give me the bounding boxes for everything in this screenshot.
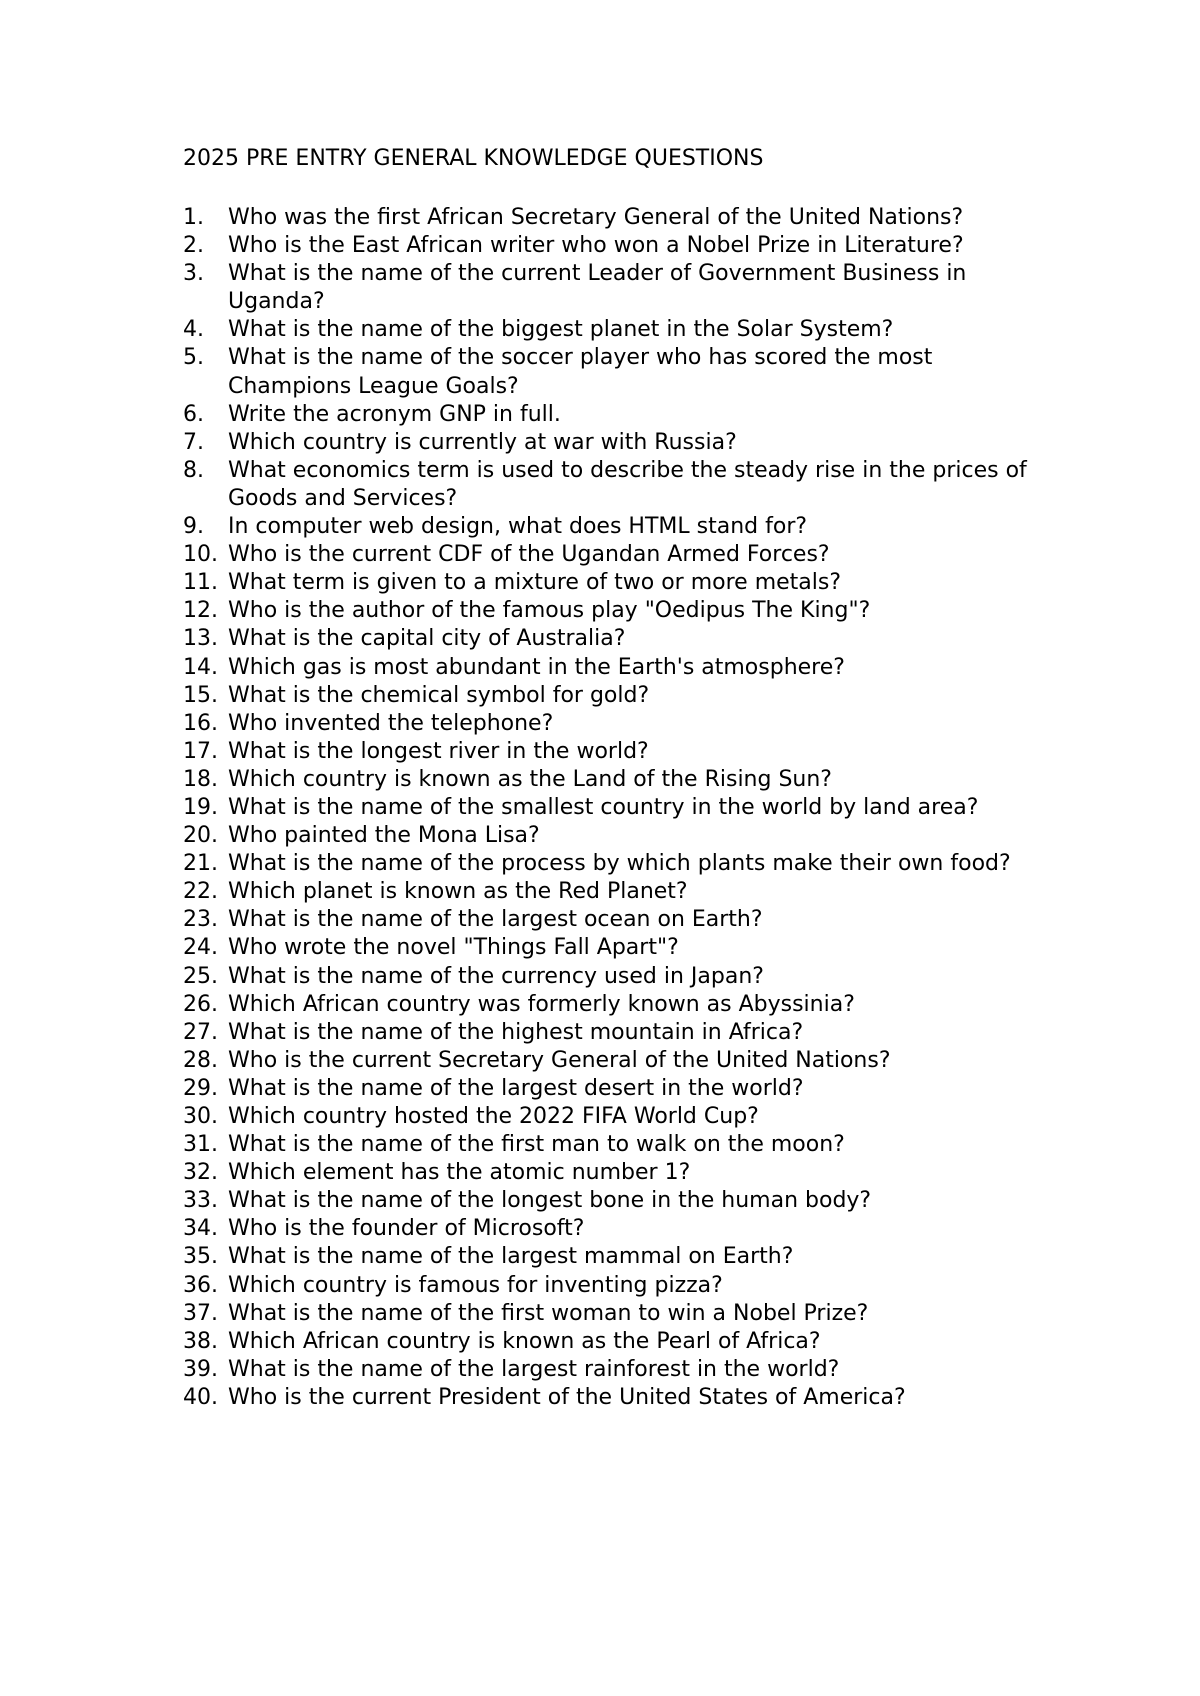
question-item [183, 401, 1043, 429]
question-number: 4. [183, 317, 204, 343]
question-item [183, 822, 1043, 850]
question-item [183, 1272, 1043, 1300]
question-number: 10. [183, 542, 218, 568]
question-item [183, 316, 1043, 344]
question-item [183, 625, 1043, 653]
question-item [183, 710, 1043, 738]
question-number: 17. [183, 738, 218, 764]
question-text: What is the name of the first man to walk on the moon? [228, 1132, 845, 1158]
question-item [183, 569, 1043, 597]
question-item [183, 1356, 1043, 1384]
question-number: 33. [183, 1188, 218, 1214]
question-text: Which element has the atomic number 1? [228, 1160, 691, 1186]
question-number: 7. [183, 429, 204, 455]
question-item [183, 794, 1043, 822]
question-item [183, 1019, 1043, 1047]
question-text: What is the name of the highest mountain in Africa? [228, 1019, 804, 1045]
question-number: 40. [183, 1384, 218, 1410]
question-text: What is the capital city of Australia? [228, 626, 626, 652]
question-item [183, 597, 1043, 625]
question-text: Who is the current President of the United States of America? [228, 1384, 906, 1410]
question-text: Who is the current Secretary General of the United Nations? [228, 1047, 891, 1073]
question-number: 24. [183, 935, 218, 961]
question-text: What is the name of the largest desert in the world? [228, 1075, 804, 1101]
question-number: 30. [183, 1104, 218, 1129]
question-item [183, 1384, 1043, 1412]
question-number: 28. [183, 1047, 218, 1073]
question-item [183, 654, 1043, 682]
question-number: 19. [183, 794, 218, 820]
question-number: 34. [183, 1216, 218, 1242]
question-text: Which planet is known as the Red Planet? [228, 879, 688, 905]
question-number: 15. [183, 682, 218, 708]
question-number: 12. [183, 598, 218, 624]
question-text: What is the name of the largest rainforest in the world? [228, 1356, 840, 1382]
question-number: 18. [183, 766, 218, 792]
question-item [183, 513, 1043, 541]
question-item [183, 260, 1043, 316]
question-item [183, 457, 1043, 513]
question-number: 38. [183, 1328, 218, 1354]
question-item [183, 1187, 1043, 1215]
question-text: What is the name of the largest ocean on Earth? [228, 907, 763, 933]
question-item [183, 934, 1043, 962]
question-text: What is the chemical symbol for gold? [228, 682, 650, 708]
question-item [183, 232, 1043, 260]
question-text: Which country hosted the 2022 FIFA World Cup? [228, 1104, 759, 1129]
question-text: What is the longest river in the world? [228, 738, 649, 764]
question-number: 37. [183, 1300, 218, 1326]
question-text: Who is the East African writer who won a Nobel Prize in Literature? [228, 233, 964, 259]
question-number: 11. [183, 570, 218, 596]
question-item [183, 906, 1043, 934]
question-item [183, 1047, 1043, 1075]
question-item [183, 344, 1043, 400]
question-text: What economics term is used to describe the steady rise in the prices of Goods and Services? [228, 457, 1027, 511]
question-number: 27. [183, 1019, 218, 1045]
question-item [183, 1215, 1043, 1243]
question-text: What is the name of the soccer player who has scored the most Champions League Goals? [228, 345, 933, 399]
question-number: 1. [183, 205, 204, 230]
question-number: 5. [183, 345, 204, 371]
question-text: Who wrote the novel "Things Fall Apart"? [228, 935, 679, 961]
question-item [183, 878, 1043, 906]
question-item [183, 850, 1043, 878]
question-item [183, 1103, 1043, 1131]
question-number: 36. [183, 1272, 218, 1298]
question-text: What term is given to a mixture of two or more metals? [228, 570, 842, 596]
question-text: What is the name of the largest mammal on Earth? [228, 1244, 794, 1270]
question-number: 25. [183, 963, 218, 989]
question-text: Who is the founder of Microsoft? [228, 1216, 585, 1242]
question-text: In computer web design, what does HTML stand for? [228, 514, 808, 540]
question-number: 39. [183, 1356, 218, 1382]
question-number: 29. [183, 1075, 218, 1101]
question-number: 20. [183, 823, 218, 849]
question-text: What is the name of the process by which plants make their own food? [228, 851, 1011, 877]
question-text: Which gas is most abundant in the Earth's atmosphere? [228, 654, 845, 680]
question-text: Which African country is known as the Pearl of Africa? [228, 1328, 821, 1354]
question-item [183, 1075, 1043, 1103]
question-text: Who invented the telephone? [228, 710, 554, 736]
question-number: 21. [183, 851, 218, 877]
question-text: What is the name of the biggest planet in the Solar System? [228, 317, 894, 343]
question-number: 22. [183, 879, 218, 905]
question-item [183, 1243, 1043, 1271]
question-item [183, 1131, 1043, 1159]
question-number: 23. [183, 907, 218, 933]
question-text: Who painted the Mona Lisa? [228, 823, 540, 849]
question-text: Which African country was formerly known as Abyssinia? [228, 991, 855, 1017]
question-number: 6. [183, 401, 204, 427]
question-number: 13. [183, 626, 218, 652]
question-text: What is the name of the current Leader of Government Business in Uganda? [228, 261, 967, 315]
question-item [183, 204, 1043, 232]
question-number: 3. [183, 261, 204, 287]
question-text: Which country is known as the Land of the Rising Sun? [228, 766, 832, 792]
question-text: Which country is famous for inventing pizza? [228, 1272, 723, 1298]
page-title: 2025 PRE ENTRY GENERAL KNOWLEDGE QUESTIONS [183, 146, 764, 171]
question-number: 2. [183, 233, 204, 259]
question-item [183, 429, 1043, 457]
question-item [183, 766, 1043, 794]
question-text: What is the name of the longest bone in the human body? [228, 1188, 872, 1214]
question-text: What is the name of the first woman to win a Nobel Prize? [228, 1300, 869, 1326]
question-number: 32. [183, 1160, 218, 1186]
question-number: 16. [183, 710, 218, 736]
question-list [183, 204, 1043, 1412]
question-item [183, 991, 1043, 1019]
question-item [183, 682, 1043, 710]
question-item [183, 738, 1043, 766]
question-text: What is the name of the smallest country in the world by land area? [228, 794, 979, 820]
question-number: 31. [183, 1132, 218, 1158]
question-item [183, 541, 1043, 569]
question-text: Who was the first African Secretary General of the United Nations? [228, 205, 964, 230]
question-text: Who is the current CDF of the Ugandan Armed Forces? [228, 542, 830, 568]
question-number: 35. [183, 1244, 218, 1270]
question-number: 8. [183, 457, 204, 483]
question-item [183, 963, 1043, 991]
question-item [183, 1328, 1043, 1356]
question-text: What is the name of the currency used in Japan? [228, 963, 764, 989]
question-number: 14. [183, 654, 218, 680]
question-text: Write the acronym GNP in full. [228, 401, 561, 427]
question-text: Who is the author of the famous play "Oedipus The King"? [228, 598, 871, 624]
question-number: 26. [183, 991, 218, 1017]
question-text: Which country is currently at war with Russia? [228, 429, 737, 455]
question-number: 9. [183, 514, 204, 540]
question-item [183, 1159, 1043, 1187]
question-item [183, 1300, 1043, 1328]
